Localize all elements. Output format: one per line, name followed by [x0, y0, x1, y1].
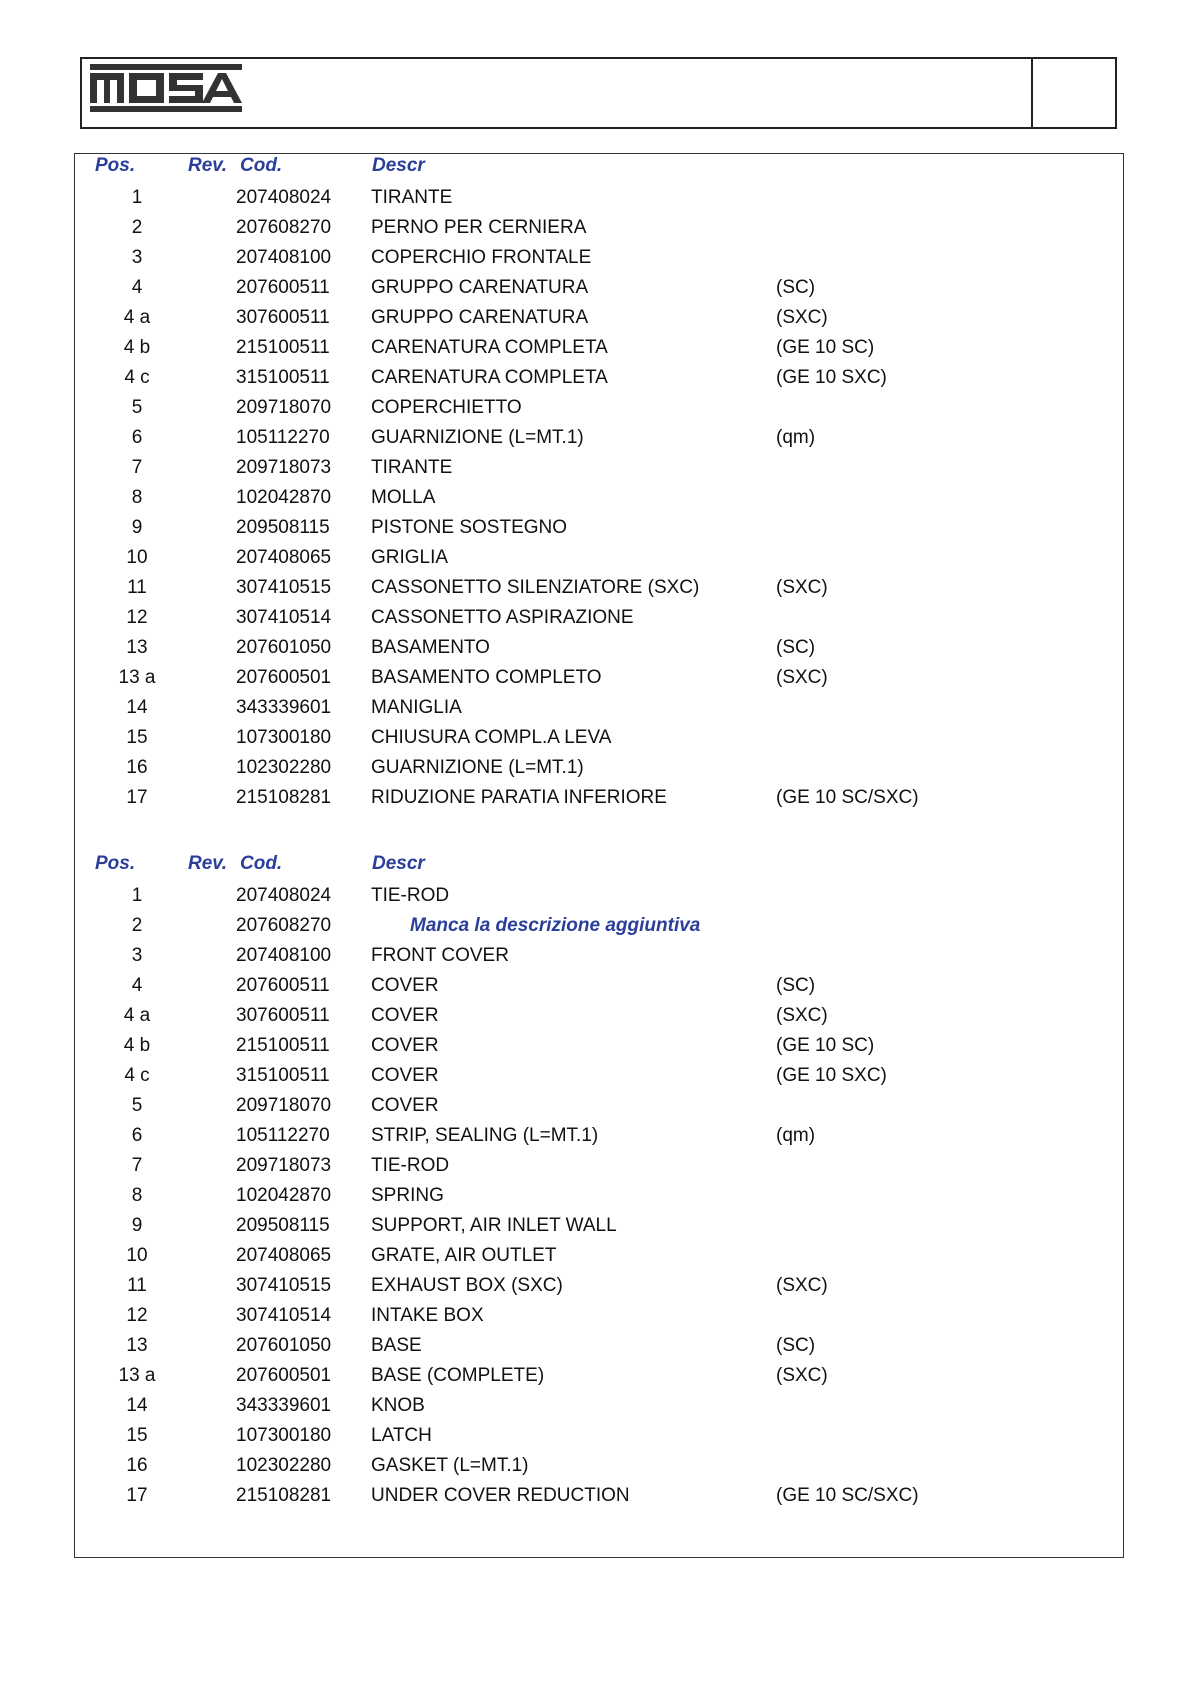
cell-description: COVER	[371, 1065, 439, 1086]
cell-description: CARENATURA COMPLETA	[371, 367, 608, 388]
cell-description: PISTONE SOSTEGNO	[371, 517, 568, 538]
table-row	[0, 457, 1191, 487]
cell-note: (qm)	[776, 1125, 816, 1146]
column-header-row	[0, 155, 1191, 185]
cell-description: COVER	[371, 1005, 439, 1026]
cell-pos: 7	[131, 1155, 143, 1176]
column-header-pos: Pos.	[95, 853, 136, 874]
cell-description: GRATE, AIR OUTLET	[371, 1245, 557, 1266]
cell-code: 307410515	[236, 1275, 332, 1296]
cell-description: INTAKE BOX	[371, 1305, 484, 1326]
cell-pos: 4 a	[123, 1005, 151, 1026]
cell-code: 207600501	[236, 1365, 332, 1386]
table-row	[0, 187, 1191, 217]
table-row	[0, 307, 1191, 337]
cell-code: 107300180	[236, 1425, 332, 1446]
cell-note: (qm)	[776, 427, 816, 448]
cell-pos: 3	[131, 945, 143, 966]
cell-note: (SXC)	[776, 1365, 828, 1386]
cell-note: (GE 10 SXC)	[776, 1065, 887, 1086]
table-row	[0, 277, 1191, 307]
cell-description: COVER	[371, 1035, 439, 1056]
table-row	[0, 1095, 1191, 1125]
table-row	[0, 667, 1191, 697]
cell-description: RIDUZIONE PARATIA INFERIORE	[371, 787, 667, 808]
cell-pos: 17	[126, 1485, 148, 1506]
cell-description: GUARNIZIONE (L=MT.1)	[371, 757, 584, 778]
cell-code: 105112270	[236, 1125, 330, 1146]
cell-description: COPERCHIO FRONTALE	[371, 247, 592, 268]
table-row	[0, 1065, 1191, 1095]
table-row	[0, 975, 1191, 1005]
cell-pos: 7	[131, 457, 143, 478]
table-row	[0, 217, 1191, 247]
column-header-rev: Rev.	[188, 155, 228, 176]
table-row	[0, 1185, 1191, 1215]
cell-pos: 14	[126, 697, 148, 718]
cell-description: CARENATURA COMPLETA	[371, 337, 608, 358]
cell-pos: 13 a	[118, 667, 156, 688]
cell-pos: 9	[131, 517, 143, 538]
cell-pos: 6	[131, 427, 143, 448]
table-row	[0, 367, 1191, 397]
cell-pos: 2	[131, 915, 143, 936]
cell-code: 102042870	[236, 487, 332, 508]
table-row	[0, 427, 1191, 457]
cell-code: 307410514	[236, 607, 332, 628]
cell-note: (SXC)	[776, 667, 828, 688]
cell-code: 207608270	[236, 915, 332, 936]
cell-note: (GE 10 SC/SXC)	[776, 1485, 919, 1506]
cell-pos: 4	[131, 277, 143, 298]
cell-code: 207408024	[236, 885, 332, 906]
cell-description: FRONT COVER	[371, 945, 509, 966]
table-row	[0, 547, 1191, 577]
table-row	[0, 885, 1191, 915]
cell-pos: 1	[131, 187, 143, 208]
cell-description: SPRING	[371, 1185, 444, 1206]
cell-code: 343339601	[236, 697, 332, 718]
cell-note: (GE 10 SC)	[776, 1035, 875, 1056]
table-row	[0, 487, 1191, 517]
cell-pos: 14	[126, 1395, 148, 1416]
table-row	[0, 1155, 1191, 1185]
cell-code: 209718070	[236, 1095, 332, 1116]
cell-code: 102042870	[236, 1185, 332, 1206]
cell-pos: 15	[126, 1425, 148, 1446]
table-row	[0, 787, 1191, 817]
cell-description: EXHAUST BOX (SXC)	[371, 1275, 563, 1296]
column-header-row	[0, 853, 1191, 883]
table-row	[0, 607, 1191, 637]
cell-description: LATCH	[371, 1425, 432, 1446]
cell-pos: 8	[131, 487, 143, 508]
cell-description: BASAMENTO COMPLETO	[371, 667, 602, 688]
cell-code: 102302280	[236, 757, 332, 778]
cell-description: COPERCHIETTO	[371, 397, 522, 418]
cell-code: 207408065	[236, 547, 332, 568]
cell-pos: 4 a	[123, 307, 151, 328]
cell-code: 207600501	[236, 667, 332, 688]
cell-pos: 17	[126, 787, 148, 808]
column-header-cod: Cod.	[240, 853, 283, 874]
cell-pos: 11	[127, 577, 147, 598]
cell-code: 209718070	[236, 397, 332, 418]
table-row	[0, 945, 1191, 975]
table-row	[0, 1485, 1191, 1515]
column-header-rev: Rev.	[188, 853, 228, 874]
cell-pos: 13 a	[118, 1365, 156, 1386]
table-row	[0, 1215, 1191, 1245]
cell-note: (GE 10 SXC)	[776, 367, 887, 388]
cell-description: BASAMENTO	[371, 637, 490, 658]
table-row	[0, 337, 1191, 367]
cell-note: (SXC)	[776, 577, 828, 598]
cell-code: 102302280	[236, 1455, 332, 1476]
table-row	[0, 1365, 1191, 1395]
cell-note: (GE 10 SC)	[776, 337, 875, 358]
table-row	[0, 1245, 1191, 1275]
cell-code: 207408100	[236, 247, 332, 268]
column-header-descr: Descr	[372, 155, 425, 176]
cell-description: GASKET (L=MT.1)	[371, 1455, 529, 1476]
cell-pos: 6	[131, 1125, 143, 1146]
cell-code: 315100511	[236, 367, 330, 388]
cell-pos: 13	[126, 637, 148, 658]
cell-code: 215108281	[236, 787, 332, 808]
cell-description: TIE-ROD	[371, 1155, 450, 1176]
mosa-logo	[90, 64, 242, 112]
cell-description: GRUPPO CARENATURA	[371, 277, 589, 298]
cell-pos: 8	[131, 1185, 143, 1206]
cell-code: 207608270	[236, 217, 332, 238]
table-row	[0, 1035, 1191, 1065]
cell-code: 343339601	[236, 1395, 332, 1416]
cell-code: 215100511	[236, 1035, 330, 1056]
cell-description: CASSONETTO SILENZIATORE (SXC)	[371, 577, 700, 598]
cell-code: 207408065	[236, 1245, 332, 1266]
cell-code: 107300180	[236, 727, 332, 748]
cell-code: 207408100	[236, 945, 332, 966]
cell-pos: 2	[131, 217, 143, 238]
header-divider	[1031, 57, 1033, 129]
cell-description: UNDER COVER REDUCTION	[371, 1485, 630, 1506]
table-row	[0, 1005, 1191, 1035]
cell-pos: 9	[131, 1215, 143, 1236]
cell-code: 307410514	[236, 1305, 332, 1326]
cell-pos: 4	[131, 975, 143, 996]
cell-pos: 1	[131, 885, 143, 906]
cell-code: 207600511	[236, 277, 330, 298]
cell-description: GRUPPO CARENATURA	[371, 307, 589, 328]
table-row	[0, 1425, 1191, 1455]
cell-description: KNOB	[371, 1395, 425, 1416]
cell-pos: 16	[126, 1455, 148, 1476]
cell-pos: 5	[131, 397, 143, 418]
column-header-descr: Descr	[372, 853, 425, 874]
cell-note: (SC)	[776, 975, 816, 996]
cell-pos: 16	[126, 757, 148, 778]
cell-description: COVER	[371, 975, 439, 996]
cell-code: 215108281	[236, 1485, 332, 1506]
cell-code: 209508115	[236, 1215, 330, 1236]
cell-pos: 13	[126, 1335, 148, 1356]
cell-code: 207408024	[236, 187, 332, 208]
cell-description: Manca la descrizione aggiuntiva	[410, 915, 701, 936]
cell-code: 209718073	[236, 457, 332, 478]
table-row	[0, 517, 1191, 547]
cell-code: 307410515	[236, 577, 332, 598]
table-row	[0, 1455, 1191, 1485]
table-row	[0, 1305, 1191, 1335]
cell-description: COVER	[371, 1095, 439, 1116]
cell-note: (SC)	[776, 277, 816, 298]
cell-description: TIRANTE	[371, 187, 453, 208]
cell-code: 315100511	[236, 1065, 330, 1086]
cell-code: 307600511	[236, 307, 330, 328]
cell-description: MOLLA	[371, 487, 436, 508]
cell-code: 209508115	[236, 517, 330, 538]
cell-pos: 12	[126, 1305, 148, 1326]
table-row	[0, 247, 1191, 277]
cell-code: 209718073	[236, 1155, 332, 1176]
cell-description: TIE-ROD	[371, 885, 450, 906]
cell-pos: 12	[126, 607, 148, 628]
cell-code: 207601050	[236, 637, 332, 658]
table-row	[0, 1125, 1191, 1155]
cell-code: 207600511	[236, 975, 330, 996]
cell-pos: 10	[126, 547, 148, 568]
cell-code: 105112270	[236, 427, 330, 448]
table-row	[0, 1335, 1191, 1365]
table-row	[0, 577, 1191, 607]
cell-description: BASE	[371, 1335, 422, 1356]
table-row	[0, 697, 1191, 727]
table-row	[0, 757, 1191, 787]
cell-description: MANIGLIA	[371, 697, 462, 718]
cell-code: 307600511	[236, 1005, 330, 1026]
table-row	[0, 1275, 1191, 1305]
cell-description: GRIGLIA	[371, 547, 449, 568]
cell-pos: 4 c	[124, 367, 150, 388]
cell-note: (GE 10 SC/SXC)	[776, 787, 919, 808]
cell-code: 207601050	[236, 1335, 332, 1356]
cell-description: SUPPORT, AIR INLET WALL	[371, 1215, 617, 1236]
cell-code: 215100511	[236, 337, 330, 358]
cell-pos: 15	[126, 727, 148, 748]
cell-note: (SC)	[776, 1335, 816, 1356]
cell-pos: 4 c	[124, 1065, 150, 1086]
cell-pos: 5	[131, 1095, 143, 1116]
cell-description: BASE (COMPLETE)	[371, 1365, 545, 1386]
column-header-pos: Pos.	[95, 155, 136, 176]
table-row	[0, 1395, 1191, 1425]
cell-pos: 11	[127, 1275, 147, 1296]
table-row	[0, 397, 1191, 427]
cell-pos: 10	[126, 1245, 148, 1266]
cell-pos: 4 b	[123, 337, 151, 358]
table-row	[0, 727, 1191, 757]
cell-description: STRIP, SEALING (L=MT.1)	[371, 1125, 599, 1146]
cell-note: (SXC)	[776, 1275, 828, 1296]
cell-description: CASSONETTO ASPIRAZIONE	[371, 607, 634, 628]
cell-description: CHIUSURA COMPL.A LEVA	[371, 727, 612, 748]
table-row	[0, 637, 1191, 667]
cell-pos: 4 b	[123, 1035, 151, 1056]
table-row	[0, 915, 1191, 945]
cell-description: PERNO PER CERNIERA	[371, 217, 587, 238]
cell-description: TIRANTE	[371, 457, 453, 478]
cell-pos: 3	[131, 247, 143, 268]
column-header-cod: Cod.	[240, 155, 283, 176]
cell-note: (SXC)	[776, 307, 828, 328]
cell-note: (SC)	[776, 637, 816, 658]
cell-description: GUARNIZIONE (L=MT.1)	[371, 427, 584, 448]
cell-note: (SXC)	[776, 1005, 828, 1026]
